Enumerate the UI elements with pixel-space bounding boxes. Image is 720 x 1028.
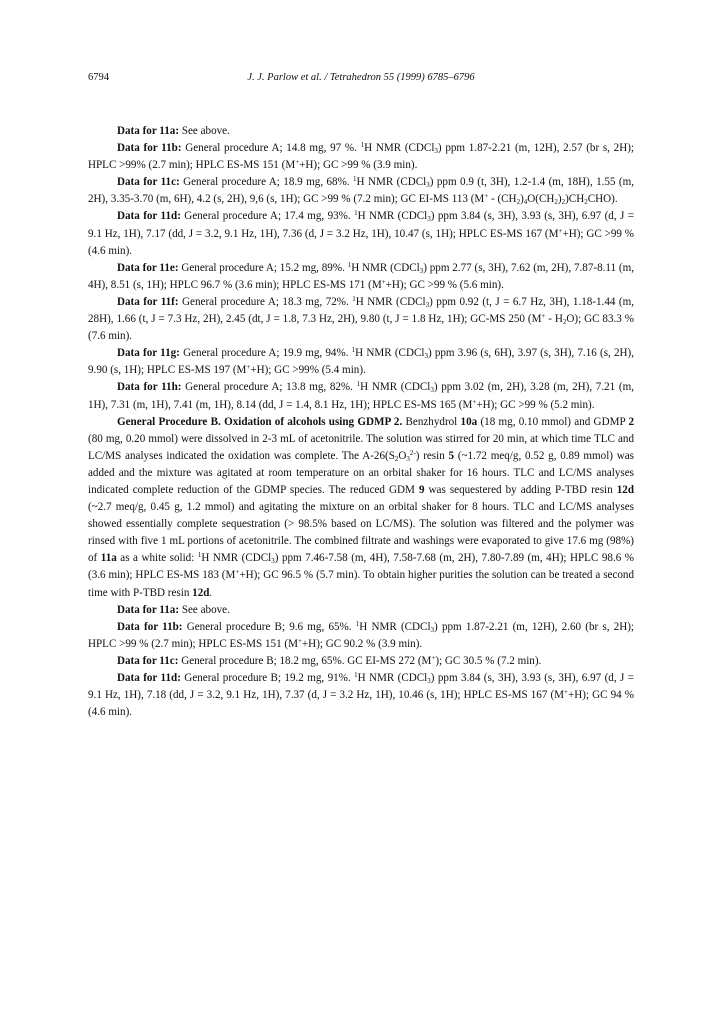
paragraph-lead: Data for 11f: — [117, 295, 179, 308]
paragraph-data-11b — [88, 140, 634, 174]
paragraph-lead: General Procedure B. Oxidation of alcohols using GDMP 2. — [117, 415, 403, 428]
paragraph-data-11a-b — [88, 602, 634, 619]
paragraph-body: See above. — [179, 603, 230, 616]
paragraph-body: General procedure A; 14.8 mg, 97 %. $^1$H NMR (CDCl$_3$) ppm 1.87-2.21 (m, 12H), 2.57 (br s, 2H); HPLC >99% (2.7 min); HPLC ES-MS 151 (M++H); GC >99 % (3.9 min). — [88, 141, 634, 172]
paragraph-data-11c-b — [88, 653, 634, 670]
paragraph-data-11b-b — [88, 619, 634, 653]
paragraph-lead: Data for 11c: — [117, 176, 180, 189]
paragraph-data-11h — [88, 379, 634, 413]
paragraph-lead: Data for 11h: — [117, 381, 182, 394]
paragraph-lead: Data for 11d: — [117, 210, 181, 223]
page-header — [88, 70, 634, 86]
paragraph-body: See above. — [179, 125, 230, 137]
paragraph-data-11c — [88, 174, 634, 208]
paragraph-data-11d-b — [88, 670, 634, 721]
paragraph-data-11d — [88, 208, 634, 259]
paragraph-body: General procedure B; 19.2 mg, 91%. $^1$H NMR (CDCl$_3$) ppm 3.84 (s, 3H), 3.93 (s, 3H), 6.97 (d, J = 9.1 Hz, 1H), 7.18 (dd, J = 3.2, 9.1 Hz, 1H), 7.37 (d, J = 3.2 Hz, 1H), 10.46 (s, 1H); HPLC ES-MS 167 (M++H); GC 94 % (4.6 min). — [88, 671, 634, 719]
paragraph-body: General procedure A; 15.2 mg, 89%. $^1$H NMR (CDCl$_3$) ppm 2.77 (s, 3H), 7.62 (m, 2H), 7.87-8.11 (m, 4H), 8.51 (s, 1H); HPLC 96.7 % (3.6 min); HPLC ES-MS 171 (M++H); GC >99 % (5.6 min). — [88, 260, 635, 291]
paragraph-general-procedure-b — [88, 414, 634, 602]
paragraph-body: Benzhydrol 10a (18 mg, 0.10 mmol) and GDMP 2 (80 mg, 0.20 mmol) were dissolved in 2-3 mL of acetonitrile. The solution was stirred for 20 min, at which time TLC and LC/MS analyses indicated the oxidation was complete. The $A-26(S_2O_3^{2-})$ resin 5 (~1.72 meq/g, 0.52 g, 0.89 mmol) was added and the mixture was agitated at room temperature on an orbital shaker for 16 hours. TLC and LC/MS analyses indicated complete reduction of the GDMP species. The reduced GDM 9 was sequestered by adding P-TBD resin 12d (~2.7 meq/g, 0.45 g, 1.2 mmol) and agitating the mixture on an orbital shaker for 8 hours. TLC and LC/MS analyses showed essentially complete sequestration (> 98.5% based on LC/MS). The solution was filtered and the polymer was rinsed with five 1 mL portions of acetonitrile. The combined filtrate and washings were evaporated to give 17.6 mg (98%) of 11a as a white solid: $^1$H NMR (CDCl$_3$) ppm 7.46-7.58 (m, 4H), 7.58-7.68 (m, 2H), 7.80-7.89 (m, 4H); HPLC 98.6 % (3.6 min); HPLC ES-MS 183 (M++H); GC 96.5 % (5.7 min). To obtain higher purities the solution can be treated a second time with P-TBD resin 12d. — [88, 415, 635, 599]
paragraph-data-11e — [88, 260, 634, 294]
paragraph-body: General procedure A; 18.9 mg, 68%. $^1$H NMR (CDCl$_3$) ppm 0.9 (t, 3H), 1.2-1.4 (m, 18H), 1.55 (m, 2H), 3.35-3.70 (m, 6H), 4.2 (s, 2H), 9,6 (s, 1H); GC >99 % (7.2 min); GC EI-MS 113 $(M^+ - (CH_2)_4O(CH_2)_2)CH_2CHO$). — [88, 175, 634, 207]
paragraph-lead: Data for 11a: — [117, 603, 180, 616]
paragraph-lead: Data for 11d: — [117, 672, 181, 684]
paragraph-lead: Data for 11b: — [117, 142, 182, 155]
running-head: J. J. Parlow et al. / Tetrahedron 55 (1999) 6785–6796 — [247, 72, 475, 83]
paragraph-lead: Data for 11a: — [117, 125, 180, 137]
paragraph-body: General procedure B; 9.6 mg, 65%. $^1$H NMR (CDCl$_3$) ppm 1.87-2.21 (m, 12H), 2.60 (br s, 2H); HPLC >99 % (2.7 min); HPLC ES-MS 151 (M++H); GC 90.2 % (3.9 min). — [88, 619, 635, 650]
paragraph-body: General procedure A; 13.8 mg, 82%. $^1$H NMR (CDCl$_3$) ppm 3.02 (m, 2H), 3.28 (m, 2H), 7.21 (m, 1H), 7.31 (m, 1H), 7.41 (m, 1H), 8.14 (dd, J = 1.4, 8.1 Hz, 1H); HPLC ES-MS 165 (M++H); GC >99 % (5.2 min). — [88, 380, 634, 411]
paragraph-body: General procedure A; 17.4 mg, 93%. $^1$H NMR (CDCl$_3$) ppm 3.84 (s, 3H), 3.93 (s, 3H), 6.97 (d, J = 9.1 Hz, 1H), 7.17 (dd, J = 3.2, 9.1 Hz, 1H), 7.36 (d, J = 3.2 Hz, 1H), 10.47 (s, 1H); HPLC ES-MS 167 (M++H); GC >99 % (4.6 min). — [88, 209, 635, 257]
body-text — [88, 123, 634, 721]
paragraph-data-11f — [88, 294, 634, 345]
paragraph-lead: Data for 11c: — [117, 654, 179, 667]
paragraph-data-11a — [88, 123, 634, 140]
paragraph-lead: Data for 11g: — [117, 347, 180, 360]
paragraph-body: General procedure A; 19.9 mg, 94%. $^1$H NMR (CDCl$_3$) ppm 3.96 (s, 6H), 3.97 (s, 3H), 7.16 (s, 2H), 9.90 (s, 1H); HPLC ES-MS 197 (M++H); GC >99% (5.4 min). — [88, 346, 635, 377]
page-number: 6794 — [88, 72, 109, 83]
paragraph-lead: Data for 11e: — [117, 261, 179, 274]
paragraph-body: General procedure B; 18.2 mg, 65%. GC EI-MS 272 (M+); GC 30.5 % (7.2 min). — [178, 653, 542, 667]
paragraph-body: General procedure A; 18.3 mg, 72%. $^1$H NMR (CDCl$_3$) ppm 0.92 (t, J = 6.7 Hz, 3H), 1.18-1.44 (m, 28H), 1.66 (t, J = 7.3 Hz, 2H), 2.45 (dt, J = 1.8, 7.3 Hz, 2H), 9.80 (t, J = 1.8 Hz, 1H); GC-MS 250 $(M^+ - H_2O)$; GC 83.3 % (7.6 min). — [88, 294, 634, 343]
paragraph-lead: Data for 11b: — [117, 620, 183, 633]
paragraph-data-11g — [88, 345, 634, 379]
